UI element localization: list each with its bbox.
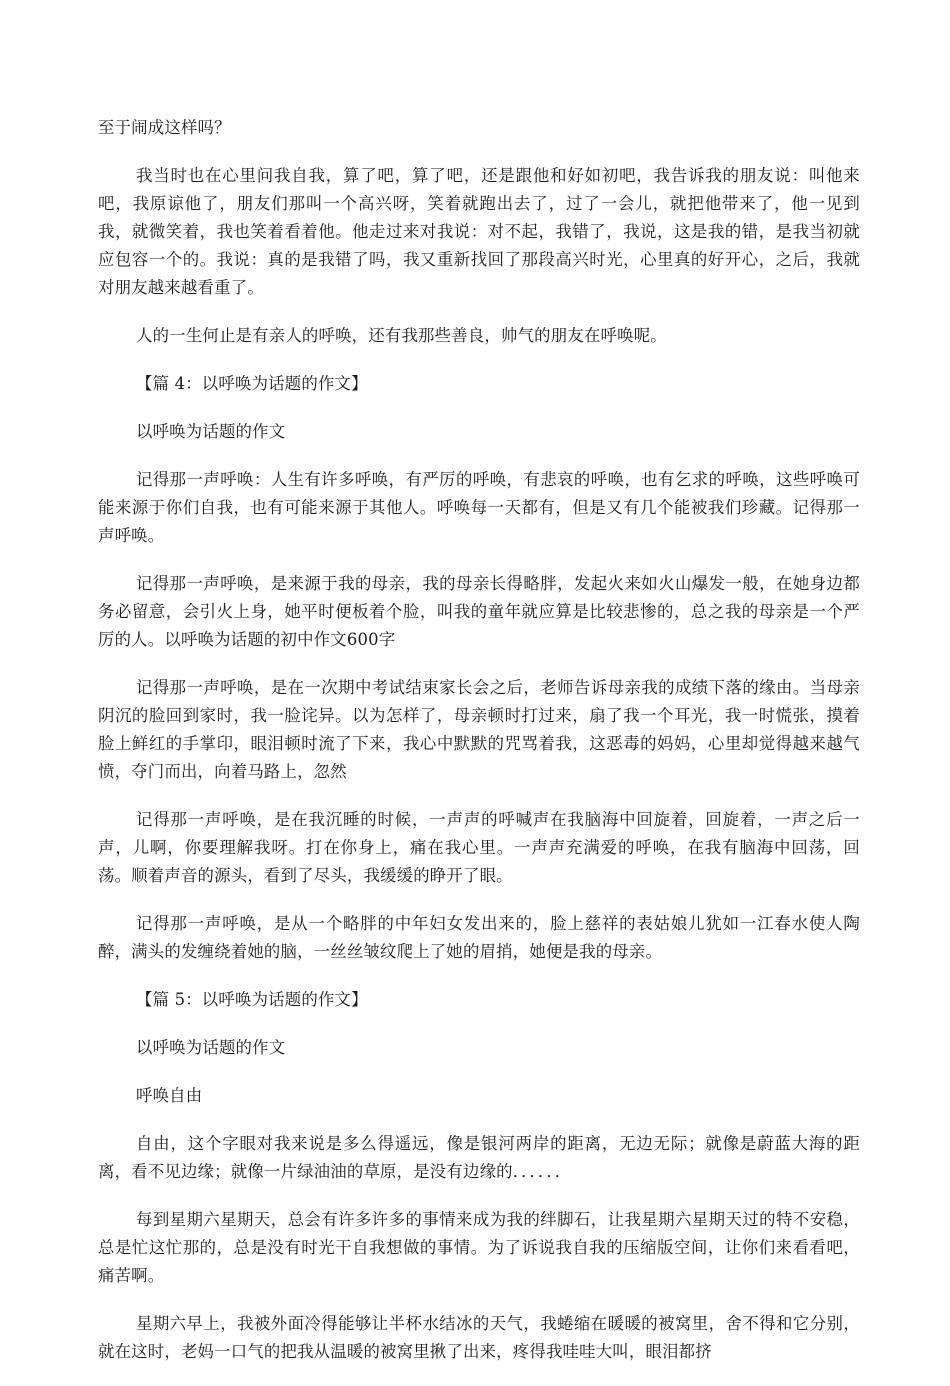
paragraph-mother-face: 记得那一声呼唤，是从一个略胖的中年妇女发出来的，脸上慈祥的表姑娘儿犹如一江春水使人陶醉，满头的发缠绕着她的脑，一丝丝皱纹爬上了她的眉捎，她便是我的母亲。: [98, 914, 860, 961]
document-body: [98, 114, 860, 1386]
paragraph-reconcile: 我当时也在心里问我自我，算了吧，算了吧，还是跟他和好如初吧，我告诉我的朋友说：叫他来吧，我原谅他了，朋友们那叫一个高兴呀，笑着就跑出去了，过了一会儿，就把他带来了，他一见到我，就微笑着，我也笑着看着他。他走过来对我说：对不起，我错了，我说，这是我的错，是我当初就应包容一个的。我说：真的是我错了吗，我又重新找回了那段高兴时光，心里真的好开心，之后，我就对朋友越来越看重了。: [98, 166, 860, 297]
paragraph-weekend: 每到星期六星期天，总会有许多许多的事情来成为我的绊脚石，让我星期六星期天过的特不安稳，总是忙这忙那的，总是没有时光干自我想做的事情。为了诉说我自我的压缩版空间，让你们来看看吧，痛苦啊。: [98, 1210, 860, 1285]
essay-title-5: 以呼唤为话题的作文: [136, 1038, 286, 1057]
paragraph-mother: 记得那一声呼唤，是来源于我的母亲，我的母亲长得略胖，发起火来如火山爆发一般，在她身边都务必留意，会引火上身，她平时便板着个脸，叫我的童年就应算是比较悲惨的，总之我的母亲是一个严厉的人。以呼唤为话题的初中作文600字: [98, 574, 860, 649]
paragraph-conclusion: 人的一生何止是有亲人的呼唤，还有我那些善良，帅气的朋友在呼唤呢。: [136, 326, 667, 345]
paragraph-call-intro: 记得那一声呼唤：人生有许多呼唤，有严厉的呼唤，有悲哀的呼唤，也有乞求的呼唤，这些呼唤可能来源于你们自我，也有可能来源于其他人。呼唤每一天都有，但是又有几个能被我们珍藏。记得那一声呼唤。: [98, 470, 860, 545]
paragraph-dream: 记得那一声呼唤，是在我沉睡的时候，一声声的呼喊声在我脑海中回旋着，回旋着，一声之后一声，儿啊，你要理解我呀。打在你身上，痛在我心里。一声声充满爱的呼唤，在我有脑海中回荡，回荡。顺着声音的源头，看到了尽头，我缓缓的睁开了眼。: [98, 810, 860, 885]
paragraph-exam: 记得那一声呼唤，是在一次期中考试结束家长会之后，老师告诉母亲我的成绩下落的缘由。当母亲阴沉的脸回到家时，我一脸诧异。以为怎样了，母亲顿时打过来，扇了我一个耳光，我一时慌张，摸着脸上鲜红的手掌印，眼泪顿时流了下来，我心中默默的咒骂着我，这恶毒的妈妈，心里却觉得越来越气愤，夺门而出，向着马路上，忽然: [98, 678, 860, 781]
paragraph-freedom: 自由，这个字眼对我来说是多么得遥远，像是银河两岸的距离，无边无际；就像是蔚蓝大海的距离，看不见边缘；就像一片绿油油的草原，是没有边缘的．．．．．．: [98, 1134, 860, 1181]
section-heading-5: 【篇 5：以呼唤为话题的作文】: [136, 990, 368, 1009]
paragraph-saturday: 星期六早上，我被外面冷得能够让半杯水结冰的天气，我蜷缩在暖暖的被窝里，舍不得和它分别，就在这时，老妈一口气的把我从温暖的被窝里揪了出来，疼得我哇哇大叫，眼泪都挤: [98, 1314, 860, 1361]
section-heading-4: 【篇 4：以呼唤为话题的作文】: [136, 374, 368, 393]
paragraph-continuation: 至于闹成这样吗？: [98, 118, 231, 137]
essay-subtitle-5: 呼唤自由: [136, 1086, 203, 1105]
essay-title-4: 以呼唤为话题的作文: [136, 422, 286, 441]
